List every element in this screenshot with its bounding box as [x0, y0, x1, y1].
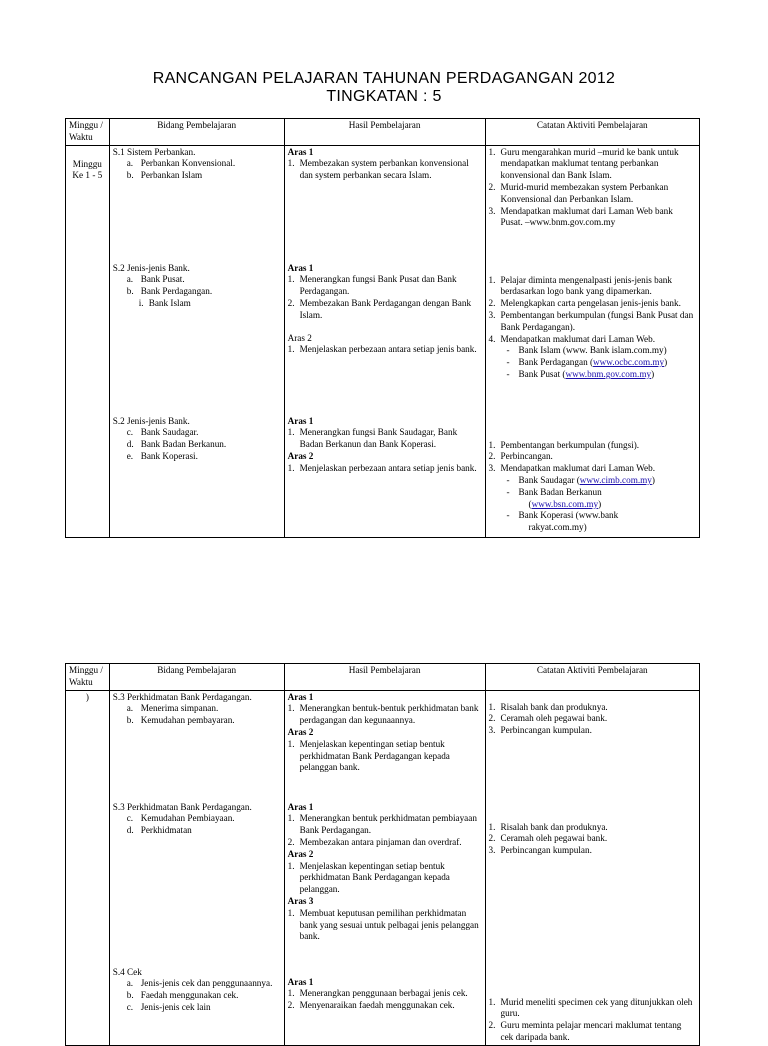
- link-prefix: (: [528, 498, 532, 509]
- hasil-cell: [284, 690, 485, 1045]
- list-text: Guru mengarahkan murid –murid ke bank untuk mendapatkan maklumat tentang perbankan konvensional dan Bank Islam.: [500, 146, 679, 181]
- list-text: Ceramah oleh pegawai bank.: [500, 833, 608, 844]
- hasil-list-item: [288, 274, 482, 298]
- bidang-section-title: S.3 Perkhidmatan Bank Perdagangan.: [112, 801, 252, 812]
- document-title-line2: TINGKATAN : 5: [326, 88, 442, 105]
- catatan-list-item: [489, 451, 696, 463]
- list-text: Kemudahan Pembiayaan.: [140, 813, 235, 824]
- catatan-sub-item: [489, 522, 696, 534]
- catatan-block: [489, 147, 696, 263]
- list-marker: 1.: [488, 996, 496, 1007]
- list-marker: 4.: [488, 333, 496, 344]
- link-suffix: ): [651, 368, 655, 379]
- list-text: Menerangkan bentuk perkhidmatan pembiayaan Bank Perdagangan.: [299, 813, 477, 836]
- catatan-list-item: [489, 182, 696, 206]
- bidang-list-item: [113, 451, 281, 463]
- aras-level-label: Aras 1: [287, 976, 314, 987]
- catatan-sub-item: [489, 357, 696, 369]
- aras-level-label: Aras 1: [287, 691, 314, 702]
- catatan-block: [489, 263, 696, 428]
- website-link[interactable]: www.bsn.com.my: [531, 498, 599, 509]
- hasil-block: [288, 692, 482, 802]
- list-marker: e.: [126, 450, 134, 461]
- hasil-block: [288, 263, 482, 416]
- table-row: [66, 145, 700, 537]
- aras-level-label: Aras 1: [287, 262, 314, 273]
- list-text: Bank Badan Berkanun: [518, 486, 602, 497]
- catatan-list-item: [489, 702, 696, 714]
- minggu-cell: [66, 690, 110, 1045]
- minggu-cell: [66, 145, 110, 537]
- website-link[interactable]: www.bnm.gov.com.my: [565, 368, 652, 379]
- list-text: Guru meminta pelajar mencari maklumat tentang cek daripada bank.: [500, 1020, 682, 1042]
- header-catatan: Catatan Aktiviti Pembelajaran: [485, 119, 699, 146]
- aras-level-label: Aras 2: [287, 450, 314, 461]
- catatan-sub-item: [489, 510, 696, 522]
- list-marker: 1.: [488, 701, 496, 712]
- list-marker: 1.: [287, 274, 295, 285]
- list-marker: -: [506, 345, 510, 356]
- list-text: Bank Badan Berkanun.: [140, 439, 227, 450]
- list-text: Bank Saudagar.: [140, 427, 199, 438]
- list-marker: 1.: [287, 907, 295, 918]
- list-marker: d.: [126, 825, 134, 836]
- list-marker: -: [506, 510, 510, 521]
- list-text: Menerangkan fungsi Bank Saudagar, Bank Badan Berkanun dan Bank Koperasi.: [299, 427, 458, 450]
- hasil-list-item: [288, 463, 482, 475]
- hasil-list-item: [288, 158, 482, 182]
- header-minggu: Minggu / Waktu: [66, 119, 110, 146]
- link-suffix: ): [598, 498, 602, 509]
- list-text: Menerangkan fungsi Bank Pusat dan Bank Perdagangan.: [299, 274, 457, 297]
- lesson-plan-table-1: [65, 118, 700, 538]
- list-marker: 1.: [287, 427, 295, 438]
- bidang-section-title: S.4 Cek: [112, 966, 142, 977]
- list-text: Bank Pusat.: [140, 274, 185, 285]
- list-text: Membezakan Bank Perdagangan dengan Bank Islam.: [299, 297, 472, 320]
- minggu-value: ): [85, 691, 89, 702]
- link-suffix: ): [651, 474, 655, 485]
- website-link[interactable]: www.ocbc.com.my: [593, 357, 665, 368]
- list-text: Pembentangan berkumpulan (fungsi Bank Pusat dan Bank Perdagangan).: [500, 309, 694, 332]
- list-text: Bank Islam (www. Bank islam.com.my): [518, 345, 667, 356]
- catatan-list-item: [489, 440, 696, 452]
- list-marker: b.: [126, 286, 134, 297]
- catatan-block: [489, 987, 696, 1044]
- catatan-sub-item: [489, 369, 696, 381]
- hasil-list-item: [288, 861, 482, 896]
- list-text: Perbankan Islam: [140, 170, 203, 181]
- list-text: Mendapatkan maklumat dari Laman Web bank Pusat. –www.bnm.gov.com.my: [500, 205, 673, 228]
- aras-level-label: Aras 1: [287, 146, 314, 157]
- list-text: Menjelaskan perbezaan antara setiap jenis bank.: [299, 344, 477, 355]
- list-marker: 1.: [488, 439, 496, 450]
- bidang-block: [113, 802, 281, 967]
- list-text: Bank Koperasi.: [140, 450, 198, 461]
- list-marker: -: [506, 368, 510, 379]
- list-text: Risalah bank dan produknya.: [500, 701, 608, 712]
- header-hasil: Hasil Pembelajaran: [284, 119, 485, 146]
- aras-level-label: Aras 2: [287, 848, 314, 859]
- catatan-list-item: [489, 997, 696, 1021]
- catatan-list-item: [489, 845, 696, 857]
- hasil-list-item: [288, 703, 482, 727]
- bidang-list-item: [113, 703, 281, 715]
- list-marker: a.: [126, 978, 134, 989]
- list-marker: 1.: [287, 703, 295, 714]
- list-text: Mendapatkan maklumat dari Laman Web.: [500, 333, 655, 344]
- bidang-list-item: [113, 274, 281, 286]
- list-marker: 2.: [488, 298, 496, 309]
- list-marker: c.: [126, 813, 134, 824]
- bidang-list-item: [113, 813, 281, 825]
- hasil-list-item: [288, 427, 482, 451]
- list-text: Murid meneliti specimen cek yang ditunjukkan oleh guru.: [500, 996, 693, 1019]
- list-text: Murid-murid membezakan system Perbankan Konvensional dan Perbankan Islam.: [500, 181, 669, 204]
- bidang-section-title: S.1 Sistem Perbankan.: [112, 146, 196, 157]
- list-text: Membuat keputusan pemilihan perkhidmatan bank yang sesuai untuk pelbagai jenis pelanggan bank.: [299, 907, 479, 942]
- list-text: Menyenaraikan faedah menggunakan cek.: [299, 1000, 455, 1011]
- list-text: Faedah menggunakan cek.: [140, 990, 239, 1001]
- header-bidang: Bidang Pembelajaran: [109, 664, 284, 691]
- list-marker: b.: [126, 170, 134, 181]
- link-prefix: Bank Pusat (: [518, 368, 566, 379]
- list-text: Menerima simpanan.: [140, 703, 219, 714]
- bidang-cell: [109, 145, 284, 537]
- hasil-list-item: [288, 1000, 482, 1012]
- catatan-list-item: [489, 822, 696, 834]
- bidang-block: [113, 692, 281, 802]
- list-text: rakyat.com.my): [528, 522, 587, 533]
- list-marker: 3.: [488, 463, 496, 474]
- list-marker: 3.: [488, 309, 496, 320]
- list-text: Jenis-jenis cek lain: [140, 1001, 211, 1012]
- bidang-list-item: [113, 170, 281, 182]
- list-text: Bank Islam: [148, 297, 191, 308]
- list-marker: b.: [126, 715, 134, 726]
- catatan-sub-item: [489, 487, 696, 499]
- list-marker: b.: [126, 990, 134, 1001]
- list-marker: c.: [126, 427, 134, 438]
- header-hasil: Hasil Pembelajaran: [284, 664, 485, 691]
- list-text: Kemudahan pembayaran.: [140, 715, 235, 726]
- catatan-list-item: [489, 147, 696, 182]
- aras-level-label: Aras 2: [287, 332, 312, 343]
- list-marker: -: [506, 474, 510, 485]
- aras-level-label: Aras 2: [287, 726, 314, 737]
- list-text: Perbincangan kumpulan.: [500, 845, 592, 856]
- minggu-value: Minggu Ke 1 - 5: [72, 158, 103, 181]
- list-text: Pelajar diminta mengenalpasti jenis-jenis bank berdasarkan logo bank yang dipamerkan.: [500, 274, 672, 297]
- bidang-block: [113, 147, 281, 263]
- list-marker: 1.: [287, 158, 295, 169]
- catatan-list-item: [489, 713, 696, 725]
- list-text: Pembentangan berkumpulan (fungsi).: [500, 439, 640, 450]
- list-marker: 1.: [287, 988, 295, 999]
- aras-level-label: Aras 1: [287, 415, 314, 426]
- hasil-list-item: [288, 837, 482, 849]
- list-text: Menerangkan bentuk-bentuk perkhidmatan bank perdagangan dan kegunaannya.: [299, 703, 479, 726]
- list-text: Jenis-jenis cek dan penggunaannya.: [140, 978, 273, 989]
- list-text: Perbincangan kumpulan.: [500, 725, 592, 736]
- header-bidang: Bidang Pembelajaran: [109, 119, 284, 146]
- catatan-cell: [485, 690, 699, 1045]
- bidang-block: [113, 263, 281, 416]
- list-marker: 1.: [287, 813, 295, 824]
- bidang-list-item: [113, 978, 281, 990]
- catatan-block: [489, 692, 696, 812]
- catatan-sub-item: [489, 499, 696, 511]
- list-marker: 1.: [287, 860, 295, 871]
- list-marker: 2.: [287, 297, 295, 308]
- bidang-list-item: [113, 158, 281, 170]
- list-marker: 2.: [287, 836, 295, 847]
- list-marker: 1.: [488, 146, 496, 157]
- list-marker: 2.: [488, 833, 496, 844]
- list-marker: a.: [126, 158, 134, 169]
- bidang-list-item: [113, 1002, 281, 1014]
- catatan-sub-item: [489, 345, 696, 357]
- link-prefix: Bank Saudagar (: [518, 474, 580, 485]
- catatan-list-item: [489, 334, 696, 346]
- link-suffix: ): [664, 357, 668, 368]
- list-text: Membezakan antara pinjaman dan overdraf.: [299, 836, 462, 847]
- list-marker: 2.: [488, 181, 496, 192]
- list-marker: d.: [126, 439, 134, 450]
- bidang-list-item: [113, 439, 281, 451]
- header-catatan: Catatan Aktiviti Pembelajaran: [485, 664, 699, 691]
- list-marker: 3.: [488, 205, 496, 216]
- catatan-block: [489, 428, 696, 534]
- list-marker: 2.: [488, 1020, 496, 1031]
- catatan-list-item: [489, 833, 696, 845]
- hasil-list-item: [288, 908, 482, 943]
- catatan-list-item: [489, 463, 696, 475]
- bidang-block: [113, 416, 281, 463]
- catatan-list-item: [489, 725, 696, 737]
- list-marker: a.: [126, 274, 134, 285]
- list-marker: 3.: [488, 725, 496, 736]
- hasil-list-item: [288, 813, 482, 837]
- bidang-block: [113, 967, 281, 1014]
- list-marker: -: [506, 486, 510, 497]
- bidang-list-item: [113, 825, 281, 837]
- list-marker: 1.: [488, 274, 496, 285]
- bidang-cell: [109, 690, 284, 1045]
- aras-level-label: Aras 1: [287, 801, 314, 812]
- bidang-list-item: [113, 715, 281, 727]
- catatan-list-item: [489, 275, 696, 299]
- hasil-cell: [284, 145, 485, 537]
- list-text: Ceramah oleh pegawai bank.: [500, 713, 608, 724]
- catatan-list-item: [489, 310, 696, 334]
- bidang-section-title: S.3 Perkhidmatan Bank Perdagangan.: [112, 691, 252, 702]
- list-text: Melengkapkan carta pengelasan jenis-jenis bank.: [500, 298, 681, 309]
- list-marker: c.: [126, 1001, 134, 1012]
- hasil-block: [288, 802, 482, 967]
- bidang-section-title: S.2 Jenis-jenis Bank.: [112, 415, 190, 426]
- table-row: [66, 690, 700, 1045]
- bidang-list-item: [113, 298, 281, 310]
- header-row: [66, 664, 700, 691]
- list-marker: -: [506, 357, 510, 368]
- hasil-list-item: [288, 739, 482, 774]
- list-marker: 1.: [287, 462, 295, 473]
- list-text: Menjelaskan perbezaan antara setiap jenis bank.: [299, 462, 477, 473]
- bidang-section-title: S.2 Jenis-jenis Bank.: [112, 262, 190, 273]
- hasil-list-item: [288, 298, 482, 322]
- bidang-list-item: [113, 427, 281, 439]
- list-text: Mendapatkan maklumat dari Laman Web.: [500, 463, 655, 474]
- list-marker: 2.: [488, 451, 496, 462]
- hasil-block: [288, 967, 482, 1012]
- hasil-block: [288, 416, 482, 475]
- catatan-cell: [485, 145, 699, 537]
- bidang-list-item: [113, 990, 281, 1002]
- catatan-list-item: [489, 298, 696, 310]
- list-marker: 3.: [488, 845, 496, 856]
- list-marker: 1.: [287, 738, 295, 749]
- catatan-block: [489, 812, 696, 987]
- hasil-block: [288, 147, 482, 263]
- list-text: Menerangkan penggunaan berbagai jenis cek.: [299, 988, 468, 999]
- list-text: Membezakan system perbankan konvensional dan system perbankan secara Islam.: [299, 158, 469, 181]
- list-marker: a.: [126, 703, 134, 714]
- list-text: Bank Koperasi (www.bank: [518, 510, 619, 521]
- hasil-list-item: [288, 344, 482, 356]
- list-text: Perbankan Konvensional.: [140, 158, 236, 169]
- document-title-line1: RANCANGAN PELAJARAN TAHUNAN PERDAGANGAN 2012: [152, 70, 616, 87]
- header-minggu: Minggu / Waktu: [66, 664, 110, 691]
- aras-level-label: Aras 3: [287, 895, 314, 906]
- list-marker: i.: [138, 297, 144, 308]
- hasil-list-item: [288, 988, 482, 1000]
- list-marker: 2.: [287, 1000, 295, 1011]
- list-marker: 1.: [287, 344, 295, 355]
- lesson-plan-table-2: [65, 663, 700, 1046]
- list-marker: 1.: [488, 821, 496, 832]
- list-text: Bank Perdagangan.: [140, 286, 213, 297]
- website-link[interactable]: www.cimb.com.my: [579, 474, 652, 485]
- catatan-sub-item: [489, 475, 696, 487]
- header-row: [66, 119, 700, 146]
- link-prefix: Bank Perdagangan (: [518, 357, 594, 368]
- list-text: Perkhidmatan: [140, 825, 192, 836]
- list-marker: 2.: [488, 713, 496, 724]
- list-text: Menjelaskan kepentingan setiap bentuk perkhidmatan Bank Perdagangan kepada pelanggan bank.: [299, 738, 450, 773]
- list-text: Risalah bank dan produknya.: [500, 821, 608, 832]
- list-text: Perbincangan.: [500, 451, 553, 462]
- catatan-list-item: [489, 206, 696, 230]
- bidang-list-item: [113, 286, 281, 298]
- list-text: Menjelaskan kepentingan setiap bentuk perkhidmatan Bank Perdagangan kepada pelanggan.: [299, 860, 450, 895]
